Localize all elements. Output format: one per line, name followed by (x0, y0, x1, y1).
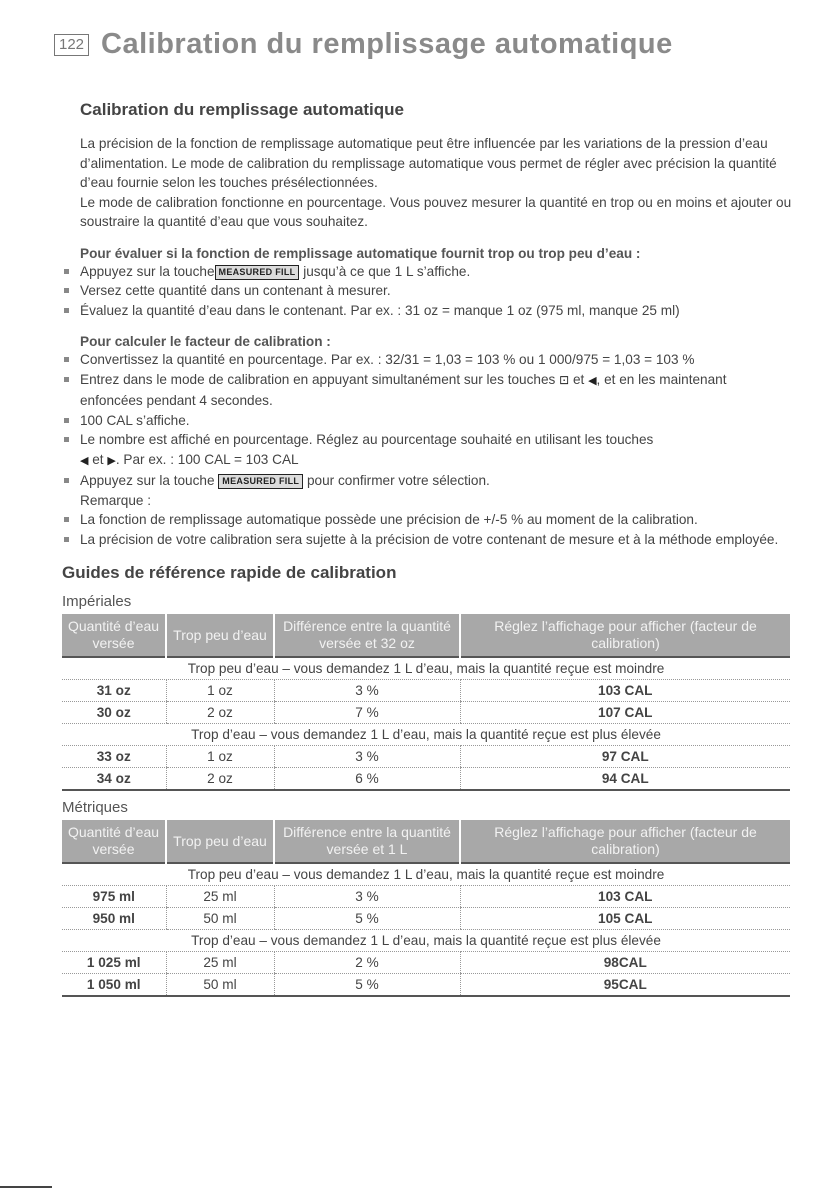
column-header: Réglez l’affichage pour afficher (facteur de calibration) (460, 614, 790, 657)
table-row (62, 680, 790, 702)
table-row (62, 952, 790, 974)
text: jusqu’à ce que 1 L s’affiche. (303, 263, 471, 279)
guides-heading: Guides de référence rapide de calibration (62, 563, 397, 582)
table-cell: 50 ml (166, 908, 274, 930)
column-header: Quantité d’eau versée (62, 614, 166, 657)
table-cell: 2 oz (166, 768, 274, 791)
table-caption-row (62, 657, 790, 680)
table-cell: 975 ml (62, 886, 166, 908)
table-cell: 95CAL (460, 974, 790, 997)
caption: Trop peu d’eau – vous demandez 1 L d’eau, mais la quantité reçue est moindre (62, 863, 790, 886)
metric-label: Métriques (62, 799, 128, 816)
table-cell: 3 % (274, 746, 460, 768)
table-cell: 25 ml (166, 886, 274, 908)
eval-list (62, 262, 792, 321)
text: Appuyez sur la touche (80, 473, 215, 488)
table-cell: 1 025 ml (62, 952, 166, 974)
table-cell: 3 % (274, 680, 460, 702)
table-header-row (62, 614, 790, 657)
table-header-row (62, 820, 790, 863)
caption: Trop d’eau – vous demandez 1 L d’eau, mais la quantité reçue est plus élevée (62, 930, 790, 952)
list-item: La précision de votre calibration sera sujette à la précision de votre contenant de mesure et à la méthode employée. (62, 530, 792, 550)
table-row (62, 974, 790, 997)
table-row (62, 746, 790, 768)
list-item (62, 430, 792, 471)
page-number: 122 (54, 34, 89, 56)
table-cell: 1 oz (166, 680, 274, 702)
table-cell: 97 CAL (460, 746, 790, 768)
table-cell: 31 oz (62, 680, 166, 702)
table-row (62, 702, 790, 724)
measured-fill-button-icon: ⊡ (559, 372, 570, 387)
page-content (62, 100, 792, 997)
table-cell: 2 oz (166, 702, 274, 724)
table-caption-row (62, 863, 790, 886)
table-cell: 30 oz (62, 702, 166, 724)
page-header (54, 28, 673, 61)
caption: Trop peu d’eau – vous demandez 1 L d’eau, mais la quantité reçue est moindre (62, 657, 790, 680)
table-cell: 33 oz (62, 746, 166, 768)
table-cell: 98CAL (460, 952, 790, 974)
intro-paragraph-1: La précision de la fonction de remplissage automatique peut être influencée par les variations de la pression d’eau d’alimentation. Le mode de calibration du remplissage automatique vous permet de régler avec précision la quantité d’eau fournie selon les touches présélectionnées. (80, 136, 777, 190)
text: pour confirmer votre sélection. (306, 473, 490, 488)
column-header: Réglez l’affichage pour afficher (facteur de calibration) (460, 820, 790, 863)
calc-heading: Pour calculer le facteur de calibration : (80, 334, 331, 349)
table-cell: 103 CAL (460, 680, 790, 702)
table-cell: 7 % (274, 702, 460, 724)
table-row (62, 768, 790, 791)
table-cell: 5 % (274, 974, 460, 997)
text: Le nombre est affiché en pourcentage. Réglez au pourcentage souhaité en utilisant les touches (80, 432, 654, 447)
table-caption-row (62, 724, 790, 746)
text: et (572, 371, 585, 387)
list-item (62, 370, 792, 411)
imperial-label: Impériales (62, 593, 132, 610)
table-row (62, 908, 790, 930)
left-arrow-icon: ◀ (588, 374, 597, 387)
column-header: Différence entre la quantité versée et 1 L (274, 820, 460, 863)
table-caption-row (62, 930, 790, 952)
text: , et en les maintenant enfoncées pendant 4 secondes. (80, 371, 727, 408)
table-cell: 34 oz (62, 768, 166, 791)
text: . Par ex. : 100 CAL = 103 CAL (115, 451, 299, 467)
list-item: 100 CAL s’affiche. (62, 411, 792, 431)
table-cell: 50 ml (166, 974, 274, 997)
measured-fill-key-icon: MEASURED FILL (215, 265, 300, 280)
table-cell: 105 CAL (460, 908, 790, 930)
table-cell: 103 CAL (460, 886, 790, 908)
table-row (62, 886, 790, 908)
table-cell: 94 CAL (460, 768, 790, 791)
caption: Trop d’eau – vous demandez 1 L d’eau, mais la quantité reçue est plus élevée (62, 724, 790, 746)
page-title: Calibration du remplissage automatique (101, 28, 673, 60)
calc-list (62, 350, 792, 491)
intro-paragraph-2: Le mode de calibration fonctionne en pourcentage. Vous pouvez mesurer la quantité en trop ou en moins et ajouter ou soustraire la quantité d’eau que vous souhaitez. (80, 194, 792, 229)
table-cell: 1 oz (166, 746, 274, 768)
right-arrow-icon: ▶ (107, 454, 116, 467)
list-item: Convertissez la quantité en pourcentage. Par ex. : 32/31 = 1,03 = 103 % ou 1 000/975 = 1,03 = 103 % (62, 350, 792, 370)
imperial-table (62, 614, 790, 791)
text: Entrez dans le mode de calibration en appuyant simultanément sur les touches (80, 371, 556, 387)
table-cell: 5 % (274, 908, 460, 930)
remark-label: Remarque : (80, 492, 152, 508)
table-cell: 950 ml (62, 908, 166, 930)
list-item (62, 471, 792, 491)
metric-table (62, 820, 790, 997)
table-cell: 1 050 ml (62, 974, 166, 997)
measured-fill-key-icon: MEASURED FILL (218, 474, 303, 489)
list-item: La fonction de remplissage automatique possède une précision de +/-5 % au moment de la calibration. (62, 510, 792, 530)
text: Appuyez sur la touche (80, 263, 215, 279)
text: et (92, 451, 104, 467)
column-header: Quantité d’eau versée (62, 820, 166, 863)
column-header: Différence entre la quantité versée et 32 oz (274, 614, 460, 657)
table-cell: 3 % (274, 886, 460, 908)
list-item: Évaluez la quantité d’eau dans le contenant. Par ex. : 31 oz = manque 1 oz (975 ml, manque 25 ml) (62, 301, 792, 321)
table-cell: 25 ml (166, 952, 274, 974)
left-arrow-icon: ◀ (80, 454, 89, 467)
table-cell: 107 CAL (460, 702, 790, 724)
table-cell: 6 % (274, 768, 460, 791)
column-header: Trop peu d’eau (166, 614, 274, 657)
list-item (62, 262, 792, 282)
remark-list (62, 510, 792, 549)
column-header: Trop peu d’eau (166, 820, 274, 863)
section-heading: Calibration du remplissage automatique (80, 100, 405, 119)
footer-rule (0, 1186, 52, 1188)
eval-heading: Pour évaluer si la fonction de remplissage automatique fournit trop ou trop peu d’eau : (80, 245, 641, 261)
list-item: Versez cette quantité dans un contenant à mesurer. (62, 281, 792, 301)
table-cell: 2 % (274, 952, 460, 974)
